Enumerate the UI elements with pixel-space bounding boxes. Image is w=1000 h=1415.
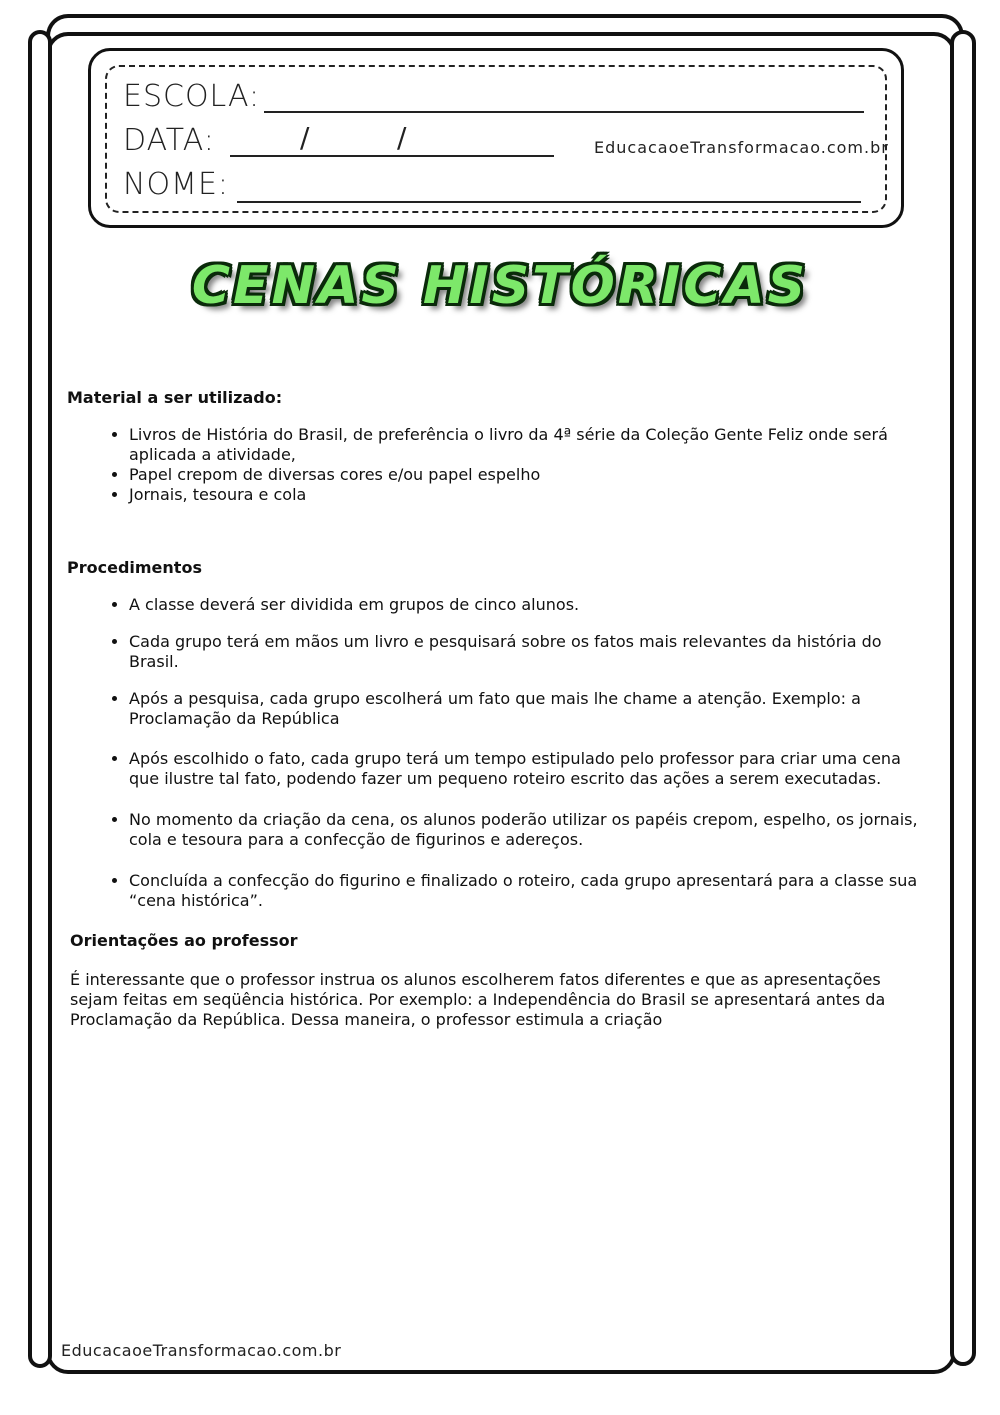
student-info-dashed-border xyxy=(105,65,887,213)
document-body xyxy=(67,388,927,1030)
list-item: • No momento da criação da cena, os alunos poderão utilizar os papéis crepom, espelho, os jornais, cola e tesoura para a confecção de figurinos e adereços. xyxy=(129,810,927,850)
escola-label: ESCOLA: xyxy=(123,79,261,114)
nome-label: NOME: xyxy=(123,167,230,202)
data-field[interactable] xyxy=(230,155,554,157)
list-item: • Livros de História do Brasil, de preferência o livro da 4ª série da Coleção Gente Feliz onde será aplicada a atividade, xyxy=(129,425,927,465)
page-title: CENAS HISTÓRICAS xyxy=(191,256,809,316)
list-item: • A classe deverá ser dividida em grupos de cinco alunos. xyxy=(129,595,927,615)
page-title-wrap xyxy=(0,256,1000,316)
list-item: • Após a pesquisa, cada grupo escolherá um fato que mais lhe chame a atenção. Exemplo: a Proclamação da República xyxy=(129,689,927,729)
procedimentos-list xyxy=(67,595,927,911)
list-item: • Cada grupo terá em mãos um livro e pesquisará sobre os fatos mais relevantes da história do Brasil. xyxy=(129,632,927,672)
date-separator-1: / xyxy=(300,121,310,154)
student-info-box xyxy=(88,48,904,228)
procedimentos-heading: Procedimentos xyxy=(67,558,202,577)
list-item: • Papel crepom de diversas cores e/ou papel espelho xyxy=(129,465,927,485)
list-item: • Concluída a confecção do figurino e finalizado o roteiro, cada grupo apresentará para a classe sua “cena histórica”. xyxy=(129,871,927,911)
material-heading: Material a ser utilizado: xyxy=(67,388,283,407)
orientacoes-heading: Orientações ao professor xyxy=(70,931,298,950)
footer-site-name: EducacaoeTransformacao.com.br xyxy=(61,1341,345,1360)
escola-field[interactable] xyxy=(264,111,864,113)
material-list xyxy=(67,425,927,505)
orientacoes-text: É interessante que o professor instrua os alunos escolherem fatos diferentes e que as apresentações sejam feitas em seqüência histórica. Por exemplo: a Independência do Brasil se apresentará antes da Proclamação da República. Dessa maneira, o professor estimula a criação xyxy=(70,970,886,1029)
nome-field[interactable] xyxy=(237,201,861,203)
scroll-roll-right xyxy=(950,30,976,1366)
scroll-roll-left xyxy=(28,30,52,1368)
header-site-name: EducacaoeTransformacao.com.br xyxy=(594,138,889,157)
date-separator-2: / xyxy=(397,121,407,154)
data-label: DATA: xyxy=(123,123,215,158)
list-item: • Após escolhido o fato, cada grupo terá um tempo estipulado pelo professor para criar uma cena que ilustre tal fato, podendo fazer um pequeno roteiro escrito das ações a serem executadas. xyxy=(129,749,927,789)
list-item: • Jornais, tesoura e cola xyxy=(129,485,927,505)
